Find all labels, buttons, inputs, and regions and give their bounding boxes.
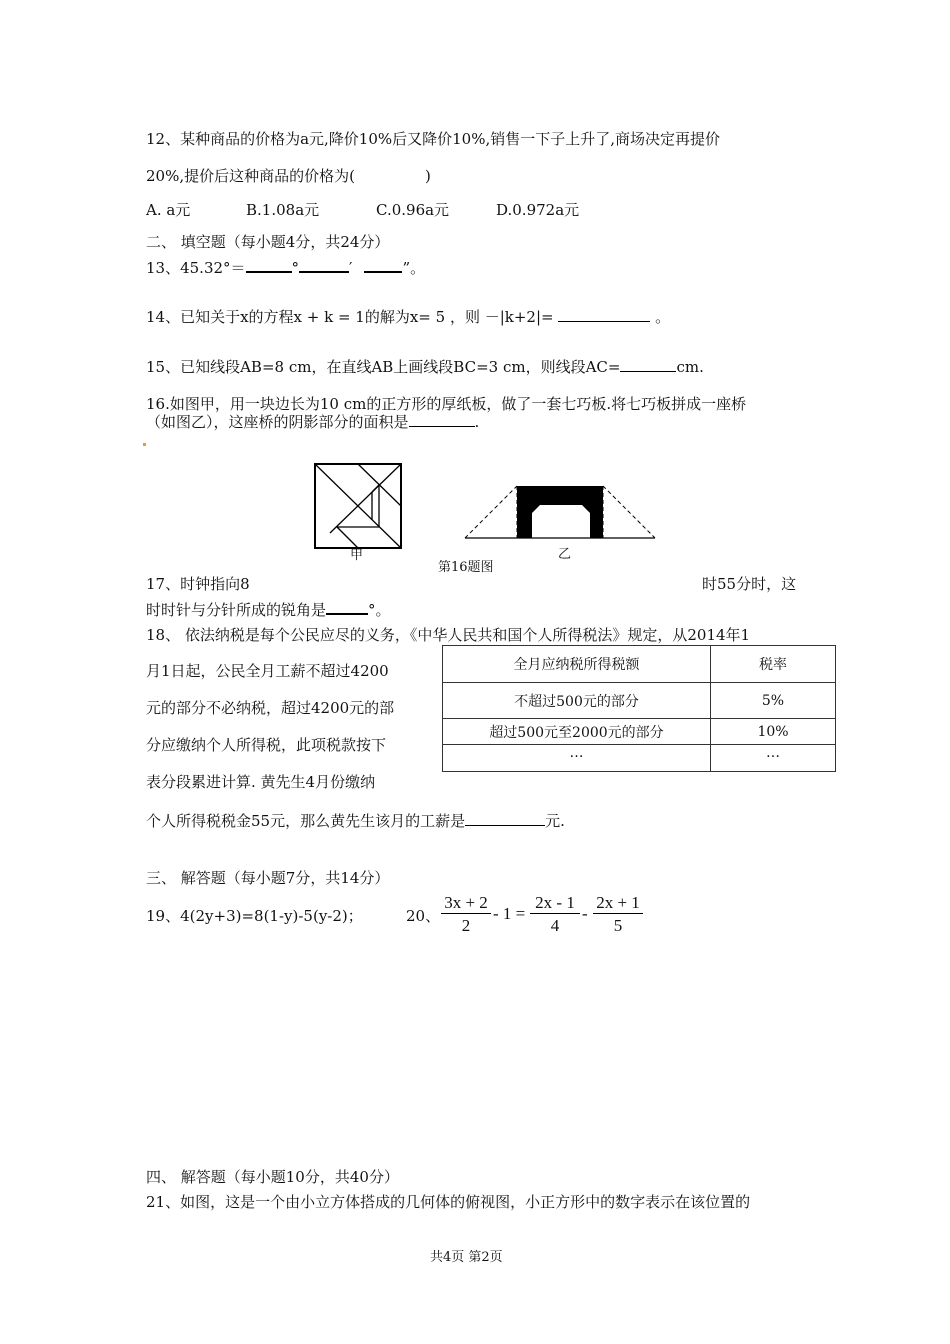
q12-line1: 12、某种商品的价格为a元,降价10%后又降价10%,销售一下子上升了,商场决定再提价 <box>146 130 721 148</box>
q19: 19、4(2y+3)=8(1-y)-5(y-2)； <box>146 907 363 925</box>
q20-minus: - <box>582 904 588 923</box>
tangram-bridge-figure <box>460 478 660 544</box>
table-row <box>443 745 836 772</box>
q18-left-line-2: 元的部分不必纳税，超过4200元的部 <box>146 699 395 717</box>
q18-left-line-4: 表分段累进计算. 黄先生4月份缴纳 <box>146 773 376 791</box>
table-row <box>443 719 836 745</box>
q12-option-c: C.0.96a元 <box>376 201 450 219</box>
figure-label-a: 甲 <box>350 548 364 563</box>
q13 <box>146 256 425 278</box>
table-header-cell: 全月应纳税所得税额 <box>443 646 711 683</box>
q15 <box>146 356 704 377</box>
q15-text: 15、已知线段AB=8 cm，在直线AB上画线段BC=3 cm，则线段AC= <box>146 358 621 376</box>
q20-f1-numerator: 3x + 2 <box>441 893 491 914</box>
q14-text: 14、已知关于x的方程x + k = 1的解为x= 5 ，则 －|k+2|= <box>146 308 554 326</box>
table-row <box>443 683 836 719</box>
table-cell: 超过500元至2000元的部分 <box>443 719 711 745</box>
q18-left-line-1: 月1日起，公民全月工薪不超过4200 <box>146 662 389 680</box>
q20-f3-denominator: 5 <box>613 916 623 935</box>
q18-line1: 18、 依法纳税是每个公民应尽的义务，《中华人民共和国个人所得税法》规定，从2014年1 <box>146 626 751 644</box>
q17-part1: 17、时钟指向8 <box>146 575 250 593</box>
q20-mid: - 1 = <box>493 904 526 923</box>
q15-suffix: cm. <box>676 358 704 376</box>
q18-left-line-3: 分应缴纳个人所得税，此项税款按下 <box>146 736 387 754</box>
q20-f1-denominator: 2 <box>461 916 471 935</box>
q18-last-line <box>146 810 565 831</box>
section4-title: 四、 解答题（每小题10分，共40分） <box>146 1168 399 1186</box>
page-footer: 共4页 第2页 <box>430 1250 503 1265</box>
table-header-cell: 税率 <box>711 646 836 683</box>
q18-suffix: 元. <box>545 812 565 830</box>
q17-line2 <box>146 598 391 620</box>
q20-label: 20、 <box>406 907 441 925</box>
q16-line2-text: （如图乙），这座桥的阴影部分的面积是 <box>146 413 409 431</box>
stray-dot <box>143 443 146 446</box>
q12-option-b: B.1.08a元 <box>246 201 320 219</box>
q12-paren-close: ) <box>424 167 431 185</box>
tax-rate-table <box>442 645 836 772</box>
q16-suffix: . <box>474 413 480 431</box>
q12-line2-text: 20%,提价后这种商品的价格为( <box>146 167 355 185</box>
table-cell: 10% <box>711 719 836 745</box>
table-cell: 5% <box>711 683 836 719</box>
table-cell: 不超过500元的部分 <box>443 683 711 719</box>
table-cell: … <box>711 745 836 772</box>
q14-suffix: 。 <box>655 308 671 326</box>
q14 <box>146 306 670 327</box>
figure-label-b: 乙 <box>558 547 572 562</box>
q13-deg: ° <box>291 259 300 277</box>
table-cell: … <box>443 745 711 772</box>
figure-caption: 第16题图 <box>438 560 494 575</box>
q20-fraction-1 <box>441 893 491 936</box>
q17-part2: 时55分时，这 <box>702 575 797 593</box>
q16-line2 <box>146 411 479 432</box>
section3-title: 三、 解答题（每小题7分，共14分） <box>146 869 390 887</box>
q17-line2-text: 时时针与分针所成的锐角是 <box>146 601 327 619</box>
q20-f2-numerator: 2x - 1 <box>530 893 580 914</box>
q12-option-d: D.0.972a元 <box>496 201 580 219</box>
q12-line2 <box>146 165 431 186</box>
q12-option-a: A. a元 <box>146 201 191 219</box>
q21: 21、如图，这是一个由小立方体搭成的几何体的俯视图，小正方形中的数字表示在该位置的 <box>146 1193 751 1211</box>
q18-last-line-text: 个人所得税税金55元，那么黄先生该月的工薪是 <box>146 812 466 830</box>
q13-sec: ”。 <box>402 259 426 277</box>
q13-prefix: 13、45.32°＝ <box>146 259 246 277</box>
q20-f2-denominator: 4 <box>550 916 560 935</box>
q16-line1: 16.如图甲，用一块边长为10 cm的正方形的厚纸板，做了一套七巧板.将七巧板拼成一座桥 <box>146 395 747 413</box>
q20-f3-numerator: 2x + 1 <box>593 893 643 914</box>
q13-min: ′ <box>349 259 353 277</box>
q20-fraction-3 <box>593 893 643 936</box>
table-header-row <box>443 646 836 683</box>
q17-suffix: °。 <box>368 601 391 619</box>
section2-title: 二、 填空题（每小题4分，共24分） <box>146 233 390 251</box>
q20-fraction-2 <box>530 893 580 936</box>
